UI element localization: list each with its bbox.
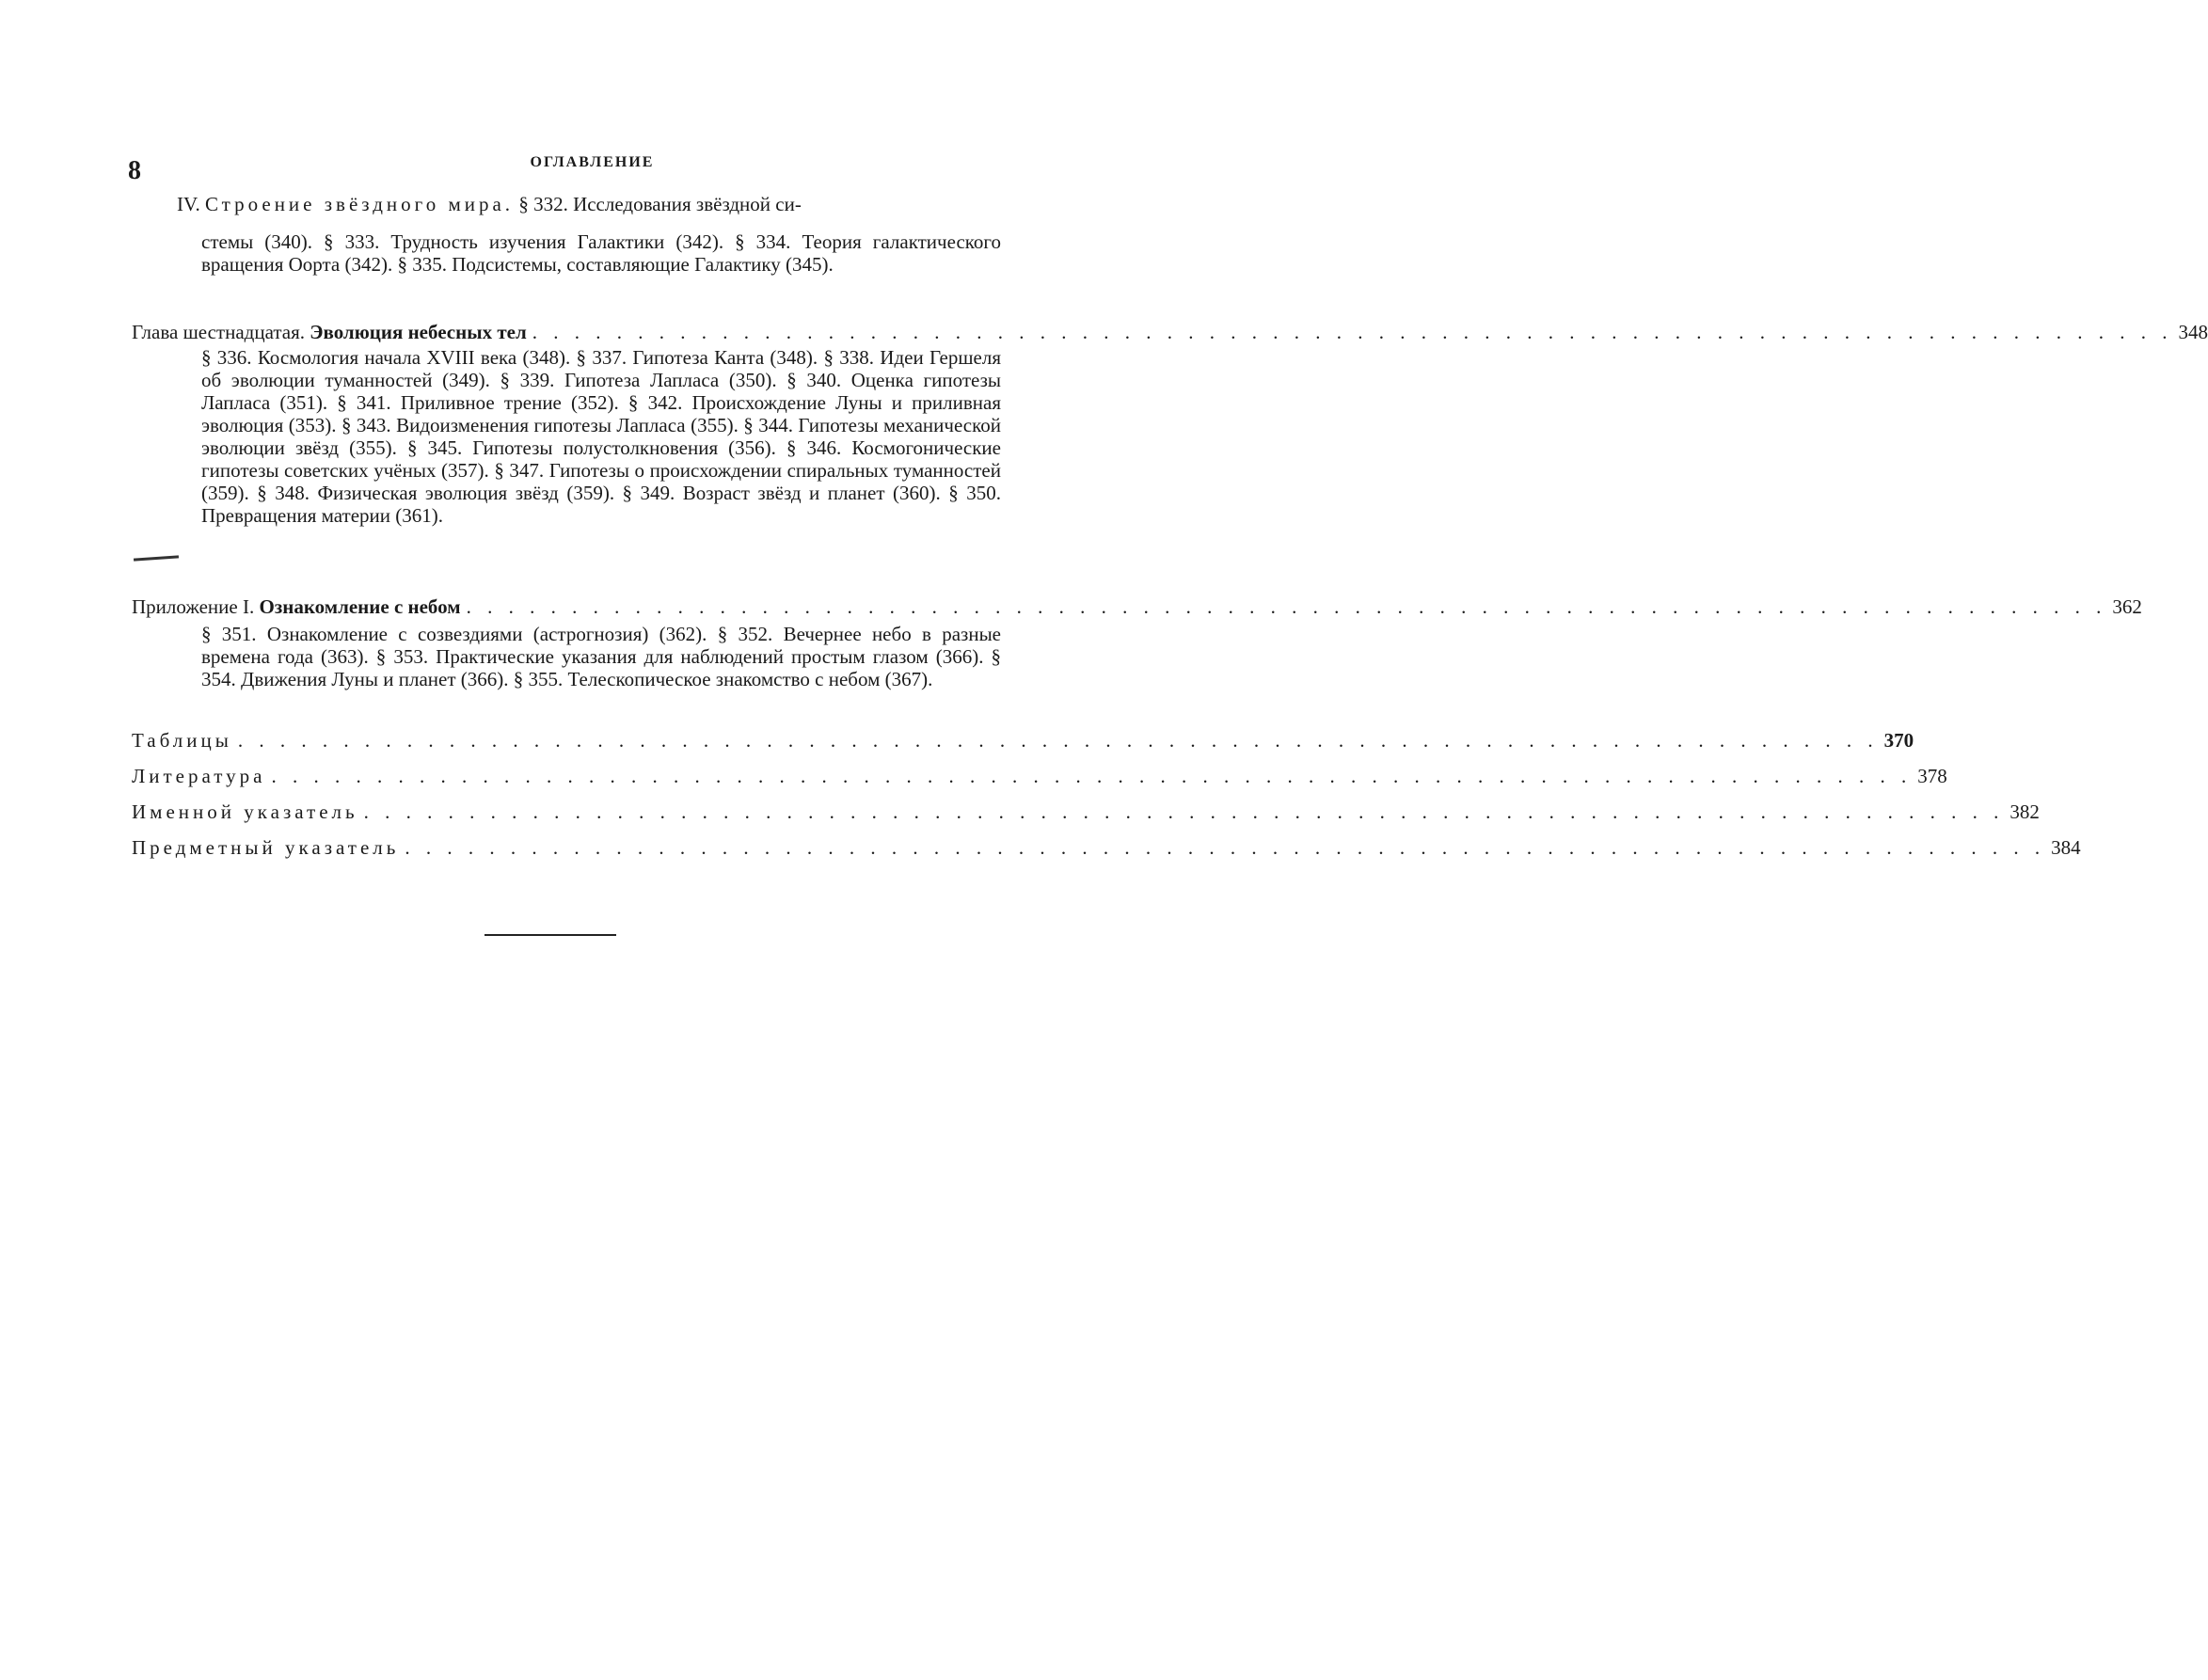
section-iv-label: IV. bbox=[177, 193, 200, 215]
tables-title: Таблицы bbox=[132, 729, 232, 752]
toc-entry-literature[interactable] bbox=[132, 764, 1947, 788]
leader-dots: . . . . . . . . . . . . . . . . . . . . . . . . . . . . . . . . . . . . . . . . . . . . . . . . . . . . . . . . . . . . . . . . . . . . . . . . . . . . . . bbox=[237, 729, 1879, 752]
leader-dots: . . . . . . . . . . . . . . . . . . . . . . . . . . . . . . . . . . . . . . . . . . . . . . . . . . . . . . . . . . . . . . . . . . . . . . . . . . . . . . bbox=[271, 765, 1913, 787]
leader-dots: . . . . . . . . . . . . . . . . . . . . . . . . . . . . . . . . . . . . . . . . . . . . . . . . . . . . . . . . . . . . . . . . . . . . . . . . . . . . . . bbox=[405, 836, 2046, 859]
chapter-16-title: Эволюция небесных тел bbox=[310, 321, 527, 343]
name-index-page: 382 bbox=[2009, 800, 2040, 823]
leader-dots: . . . . . . . . . . . . . . . . . . . . . . . . . . . . . . . . . . . . . . . . . . . . . . . . . . . . . . . . . . . . . . . . . . . . . . . . . . . . . . bbox=[466, 595, 2107, 618]
leader-dots: . . . . . . . . . . . . . . . . . . . . . . . . . . . . . . . . . . . . . . . . . . . . . . . . . . . . . . . . . . . . . . . . . . . . . . . . . . . . . . bbox=[363, 800, 2005, 823]
toc-chapter-16-body: § 336. Космология начала XVIII века (348). § 337. Гипотеза Канта (348). § 338. Идеи Гершеля об эволюции туманностей (349). § 339. Гипотеза Лапласа (350). § 340. Оценка гипотезы Лапласа (351). § 341. Приливное трение (352). § 342. Происхождение Луны и приливная эволюция (353). § 343. Видоизменения гипотезы Лапласа (355). § 344. Гипотезы механической эволюции звёзд (355). § 345. Гипотезы полустолкновения (356). § 346. Космогонические гипотезы советских учёных (357). § 347. Гипотезы о происхождении спиральных туманностей (359). § 348. Физическая эволюция звёзд (359). § 349. Возраст звёзд и планет (360). § 350. Превращения материи (361). bbox=[201, 346, 1001, 527]
toc-appendix-1-body: § 351. Ознакомление с созвездиями (астрогнозия) (362). § 352. Вечернее небо в разные времена года (363). § 353. Практические указания для наблюдений простым глазом (366). § 354. Движения Луны и планет (366). § 355. Телескопическое знакомство с небом (367). bbox=[201, 623, 1001, 690]
running-header: ОГЛАВЛЕНИЕ bbox=[530, 154, 655, 170]
subject-index-page: 384 bbox=[2051, 836, 2081, 859]
appendix-1-title: Ознакомление с небом bbox=[259, 595, 461, 618]
toc-entry-tables[interactable] bbox=[132, 728, 1914, 753]
page-number: 8 bbox=[128, 156, 141, 185]
toc-entry-appendix-1[interactable] bbox=[132, 594, 2142, 619]
toc-entry-chapter-16[interactable] bbox=[132, 320, 2208, 344]
appendix-1-page: 362 bbox=[2112, 595, 2142, 618]
appendix-1-prefix: Приложение I. bbox=[132, 595, 255, 618]
literature-title: Литература bbox=[132, 765, 266, 787]
literature-page: 378 bbox=[1917, 765, 1947, 787]
toc-section-iv bbox=[177, 193, 1005, 215]
chapter-16-page: 348 bbox=[2178, 321, 2208, 343]
name-index-title: Именной указатель bbox=[132, 800, 358, 823]
scan-mark bbox=[134, 555, 179, 561]
chapter-16-prefix: Глава шестнадцатая. bbox=[132, 321, 306, 343]
tables-page: 370 bbox=[1883, 729, 1914, 752]
closing-rule bbox=[484, 934, 616, 936]
leader-dots: . . . . . . . . . . . . . . . . . . . . . . . . . . . . . . . . . . . . . . . . . . . . . . . . . . . . . . . . . . . . . . . . . . . . . . . . . . . . . . bbox=[532, 321, 2173, 343]
toc-entry-subject-index[interactable] bbox=[132, 835, 2081, 860]
toc-entry-name-index[interactable] bbox=[132, 800, 2040, 824]
section-iv-title: Строение звёздного мира. bbox=[204, 193, 515, 215]
subject-index-title: Предметный указатель bbox=[132, 836, 400, 859]
section-iv-first-line: § 332. Исследования звёздной си- bbox=[518, 193, 802, 215]
toc-section-iv-body: стемы (340). § 333. Трудность изучения Галактики (342). § 334. Теория галактического вращения Оорта (342). § 335. Подсистемы, составляющие Галактику (345). bbox=[201, 230, 1001, 276]
